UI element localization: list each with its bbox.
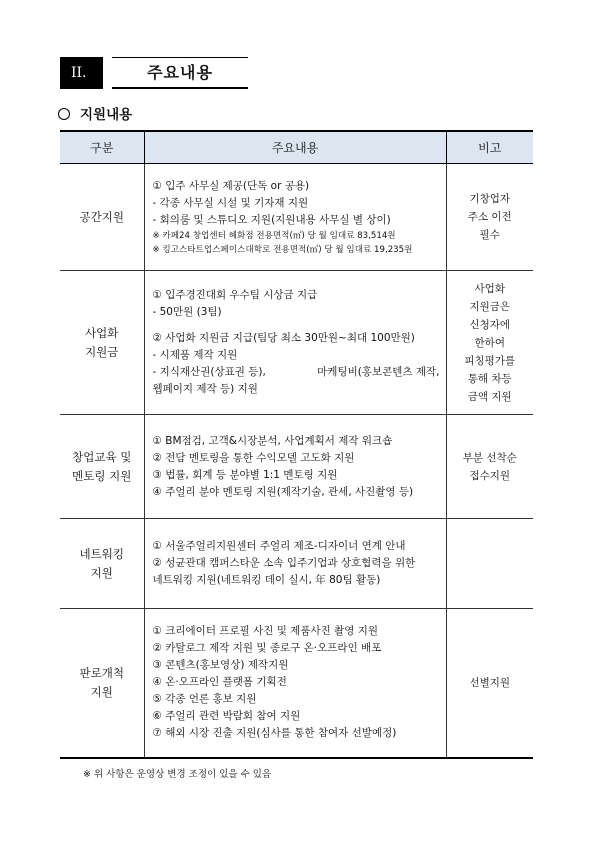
row-category: 공간지원 — [60, 164, 144, 271]
row-category: 사업화 지원금 — [60, 271, 144, 415]
table-row — [60, 271, 533, 415]
row-category: 판로개척 지원 — [60, 609, 144, 758]
footnote: ※ 위 사항은 운영상 변경 조정이 있을 수 있음 — [83, 769, 272, 780]
title-bottom-rule — [112, 87, 248, 89]
subheading — [58, 103, 132, 123]
row-note: 기창업자 주소 이전 필수 — [446, 164, 533, 271]
row-content: ① 서울주얼리지원센터 주얼리 제조-디자이너 연계 안내 ② 성균관대 캠퍼스타운 소속 입주기업과 상호협력을 위한 네트워킹 지원(네트워킹 데이 실시, 年 80팀 활동) — [144, 519, 446, 609]
table-row — [60, 519, 533, 609]
table-header-row — [60, 131, 533, 164]
table-row — [60, 609, 533, 758]
table-row — [60, 164, 533, 271]
row-category: 네트워킹 지원 — [60, 519, 144, 609]
section-title: 주요내용 — [147, 63, 213, 82]
header-note: 비고 — [446, 131, 533, 164]
header-content: 주요내용 — [144, 131, 446, 164]
row-category: 창업교육 및 멘토링 지원 — [60, 415, 144, 519]
table-row — [60, 415, 533, 519]
support-table — [60, 130, 533, 759]
section-number: II. — [60, 57, 103, 89]
subheading-text: 지원내용 — [80, 107, 133, 123]
row-note: 사업화 지원금은 신청자에 한하여 피칭평가를 통해 차등 금액 지원 — [446, 271, 533, 415]
row-note: 선별지원 — [446, 609, 533, 758]
row-content: ① 크리에이터 프로필 사진 및 제품사진 촬영 지원 ② 카탈로그 제작 지원 및 종로구 온·오프라인 배포 ③ 콘텐츠(홍보영상) 제작지원 ④ 온·오프라인 플랫폼 기획전 ⑤ 각종 언론 홍보 지원 ⑥ 주얼리 관련 박람회 참여 지원 ⑦ 해외 시장 진출 지원(심사를 통한 참여자 선발예정) — [144, 609, 446, 758]
row-note — [446, 519, 533, 609]
row-note: 부분 선착순 접수지원 — [446, 415, 533, 519]
row-content: ① BM점검, 고객&시장분석, 사업계획서 제작 워크숍 ② 전담 멘토링을 통한 수익모델 고도화 지원 ③ 법률, 회계 등 분야별 1:1 멘토링 지원 ④ 주얼리 분야 멘토링 지원(제작기술, 관세, 사진촬영 등) — [144, 415, 446, 519]
hollow-circle-bullet-icon — [58, 108, 70, 120]
row-content: ① 입주 사무실 제공(단독 or 공용) - 각종 사무실 시설 및 기자재 지원 - 회의룸 및 스튜디오 지원(지원내용 사무실 별 상이) ※ 카페24 창업센터 혜화점 전용면적(㎡) 당 월 임대료 83,514원 ※ 킹고스타트업스페이스대학로 전용면적(㎡) 당 월 임대료 19,235원 — [144, 164, 446, 271]
row-content: ① 입주경진대회 우수팀 시상금 지급 - 50만원 (3팀) ② 사업화 지원금 지급(팀당 최소 30만원~최대 100만원) - 시제품 제작 지원 - 지식재산권(상표권 등), 마케팅비(홍보콘텐츠 제작, 웹페이지 제작 등) 지원 — [144, 271, 446, 415]
header-category: 구분 — [60, 131, 144, 164]
